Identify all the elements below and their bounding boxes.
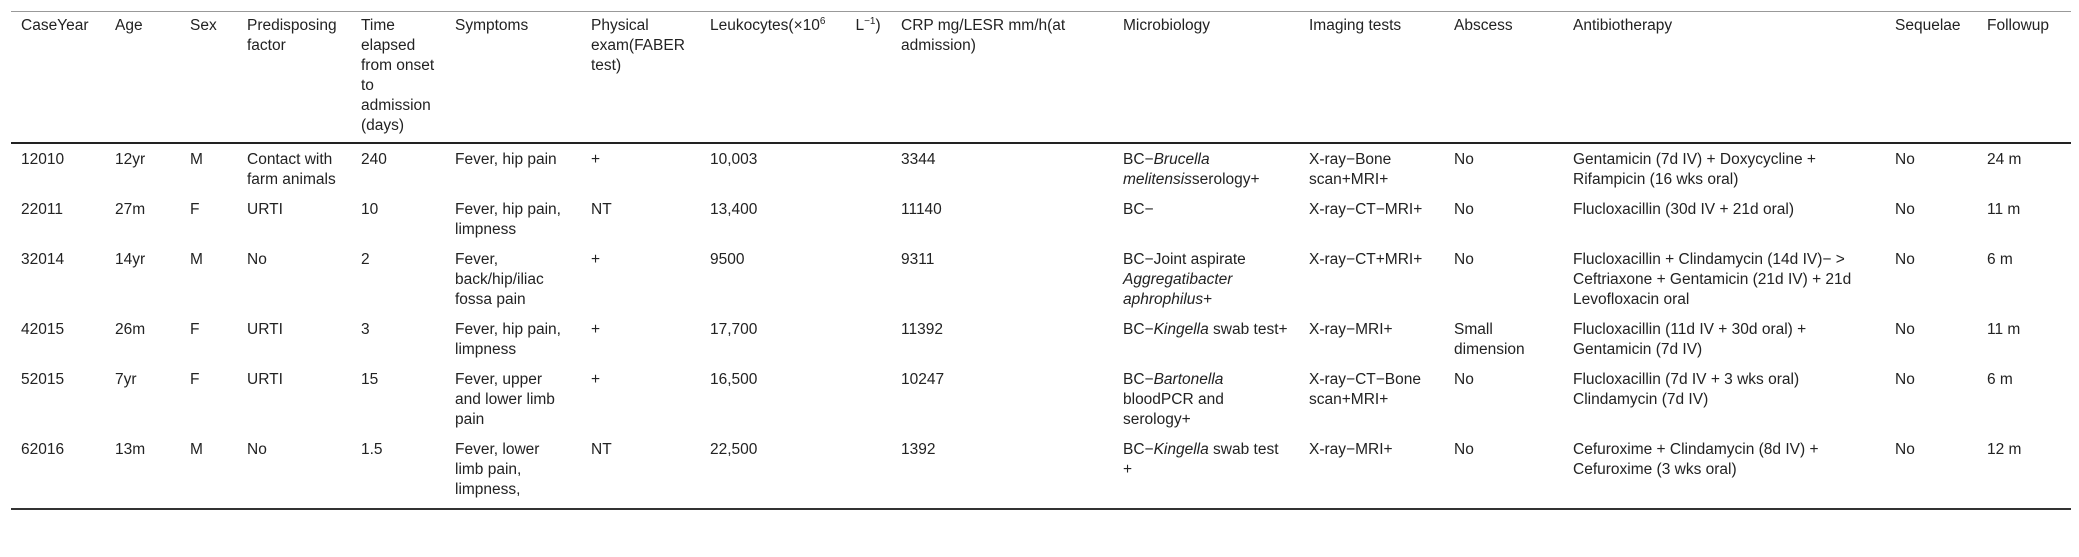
header-sequelae: Sequelae [1885,12,1977,144]
leukocytes-exp2: −1 [864,15,876,27]
cell-microbiology [1113,314,1299,364]
cell-case-year: 32014 [21,251,65,268]
header-followup: Followup [1977,12,2071,144]
cell-microbiology [1113,194,1299,244]
cell-crp: 3344 [901,151,936,168]
cell-imaging: X-ray−MRI+ [1309,321,1393,338]
cell-abscess: No [1454,151,1474,168]
micro-pre: BC−Joint aspirate [1123,251,1246,268]
cell-age: 14yr [115,251,146,268]
leukocytes-exp1: 6 [819,15,826,27]
cell-sequelae: No [1895,251,1915,268]
table-container [11,11,2071,510]
cell-imaging: X-ray−CT−Bone scan+MRI+ [1309,371,1421,408]
case-table [11,11,2071,510]
cell-microbiology [1113,143,1299,194]
micro-pre: BC− [1123,371,1154,388]
micro-organism: Kingella [1153,321,1209,338]
cell-antibiotherapy: Cefuroxime + Clindamycin (8d IV) + Cefuroxime (3 wks oral) [1563,434,1885,509]
cell-microbiology [1113,434,1299,509]
cell-age: 13m [105,434,180,509]
cell-symptoms: Fever, upper and lower limb pain [455,371,555,428]
table-row [11,434,2071,509]
cell-age: 12yr [115,151,146,168]
cell-symptoms: Fever, back/hip/iliac fossa pain [455,251,544,308]
cell-case-year: 52015 [21,371,65,388]
cell-sex: M [180,434,237,509]
cell-time: 240 [361,151,387,168]
cell-antibiotherapy: Flucloxacillin + Clindamycin (14d IV)− > Ceftriaxone + Gentamicin (21d IV) + 21d Levofloxacin oral [1573,251,1852,308]
cell-microbiology [1113,364,1299,434]
header-case-year: CaseYear [11,12,105,144]
leukocytes-unit: L [855,17,865,34]
header-symptoms: Symptoms [445,12,581,144]
table-row [11,194,2071,244]
cell-case-year: 62016 [11,434,105,509]
header-crp: CRP mg/LESR mm/h(at admission) [891,12,1113,144]
header-physical: Physical exam(FABER test) [581,12,700,144]
cell-followup: 11 m [1987,201,2021,218]
cell-sex: M [190,251,203,268]
cell-sex: F [190,321,200,338]
micro-organism: Kingella [1153,441,1209,458]
cell-followup: 11 m [1987,321,2021,338]
cell-symptoms: Fever, hip pain, limpness [455,321,561,358]
cell-crp: 10247 [901,371,945,388]
cell-case-year: 12010 [21,151,65,168]
cell-sequelae: No [1885,434,1977,509]
cell-symptoms: Fever, hip pain [455,151,557,168]
micro-organism: Brucella melitensis [1123,151,1210,188]
cell-sex: M [190,151,203,168]
micro-post: swab test+ [1208,321,1288,338]
cell-abscess: Small dimension [1454,321,1525,358]
cell-time: 1.5 [351,434,445,509]
cell-antibiotherapy: Flucloxacillin (11d IV + 30d oral) + Gentamicin (7d IV) [1573,321,1807,358]
header-predisposing: Predisposing factor [237,12,351,144]
cell-followup: 6 m [1987,251,2013,268]
cell-predisposing: No [247,251,267,268]
cell-abscess: No [1454,251,1474,268]
cell-time: 2 [361,251,370,268]
cell-antibiotherapy: Flucloxacillin (30d IV + 21d oral) [1573,201,1794,218]
micro-post: bloodPCR and serology+ [1123,391,1224,428]
header-row [11,12,2071,144]
cell-leukocytes: 10,003 [710,151,758,168]
table-row [11,143,2071,194]
cell-time: 10 [361,201,379,218]
header-microbiology: Microbiology [1113,12,1299,144]
micro-post: swab test + [1123,441,1279,478]
cell-crp: 11392 [901,321,943,338]
cell-time: 3 [361,321,370,338]
cell-crp: 11140 [901,201,942,218]
cell-crp: 9311 [901,251,935,268]
cell-physical: + [591,251,601,268]
cell-sex: F [190,201,200,218]
cell-age: 27m [115,201,146,218]
cell-leukocytes: 9500 [710,251,745,268]
cell-predisposing: URTI [247,201,283,218]
cell-leukocytes: 16,500 [710,371,758,388]
cell-sequelae: No [1895,371,1915,388]
micro-pre: BC− [1123,441,1154,458]
cell-followup: 6 m [1987,371,2013,388]
cell-age: 7yr [115,371,137,388]
table-row [11,364,2071,434]
cell-physical: + [591,321,601,338]
micro-pre: BC− [1123,201,1154,218]
cell-symptoms: Fever, hip pain, limpness [455,201,561,238]
cell-leukocytes: 17,700 [710,321,758,338]
cell-imaging: X-ray−Bone scan+MRI+ [1309,151,1392,188]
header-imaging: Imaging tests [1299,12,1444,144]
cell-physical: NT [581,434,700,509]
cell-followup: 12 m [1977,434,2071,509]
cell-abscess: No [1454,371,1474,388]
header-antibiotherapy: Antibiotherapy [1563,12,1885,144]
header-time: Time elapsed from onset to admission (days) [351,12,445,144]
cell-imaging: X-ray−CT−MRI+ [1309,201,1423,218]
cell-sex: F [190,371,200,388]
leukocytes-close: ) [875,17,881,34]
cell-microbiology [1113,244,1299,314]
cell-antibiotherapy: Flucloxacillin (7d IV + 3 wks oral) Clindamycin (7d IV) [1573,371,1800,408]
micro-pre: BC− [1123,151,1154,168]
cell-crp: 1392 [891,434,1113,509]
header-sex: Sex [180,12,237,144]
header-leukocytes [700,12,891,144]
cell-leukocytes: 22,500 [700,434,891,509]
micro-pre: BC− [1123,321,1154,338]
cell-sequelae: No [1895,151,1915,168]
cell-followup: 24 m [1987,151,2022,168]
cell-abscess: No [1444,434,1563,509]
cell-physical: NT [591,201,612,218]
cell-sequelae: No [1895,201,1915,218]
cell-leukocytes: 13,400 [710,201,758,218]
table-row [11,244,2071,314]
cell-predisposing: Contact with farm animals [247,151,336,188]
header-age: Age [105,12,180,144]
cell-predisposing: URTI [247,371,283,388]
cell-symptoms: Fever, lower limb pain, limpness, [445,434,581,509]
micro-organism: Bartonella [1153,371,1224,388]
cell-imaging: X-ray−MRI+ [1299,434,1444,509]
cell-antibiotherapy: Gentamicin (7d IV) + Doxycycline + Rifampicin (16 wks oral) [1573,151,1816,188]
cell-physical: + [591,151,601,168]
table-row [11,314,2071,364]
cell-sequelae: No [1895,321,1915,338]
cell-age: 26m [115,321,146,338]
micro-post: serology+ [1191,171,1260,188]
cell-time: 15 [361,371,379,388]
cell-abscess: No [1454,201,1474,218]
cell-predisposing: URTI [247,321,283,338]
leukocytes-label: Leukocytes(×10 [710,17,820,34]
header-abscess: Abscess [1444,12,1563,144]
cell-imaging: X-ray−CT+MRI+ [1309,251,1423,268]
cell-physical: + [591,371,601,388]
cell-case-year: 22011 [21,201,63,218]
cell-case-year: 42015 [21,321,65,338]
micro-organism: Aggregatibacter aphrophilus [1123,271,1233,308]
cell-predisposing: No [237,434,351,509]
micro-post: + [1203,291,1213,308]
